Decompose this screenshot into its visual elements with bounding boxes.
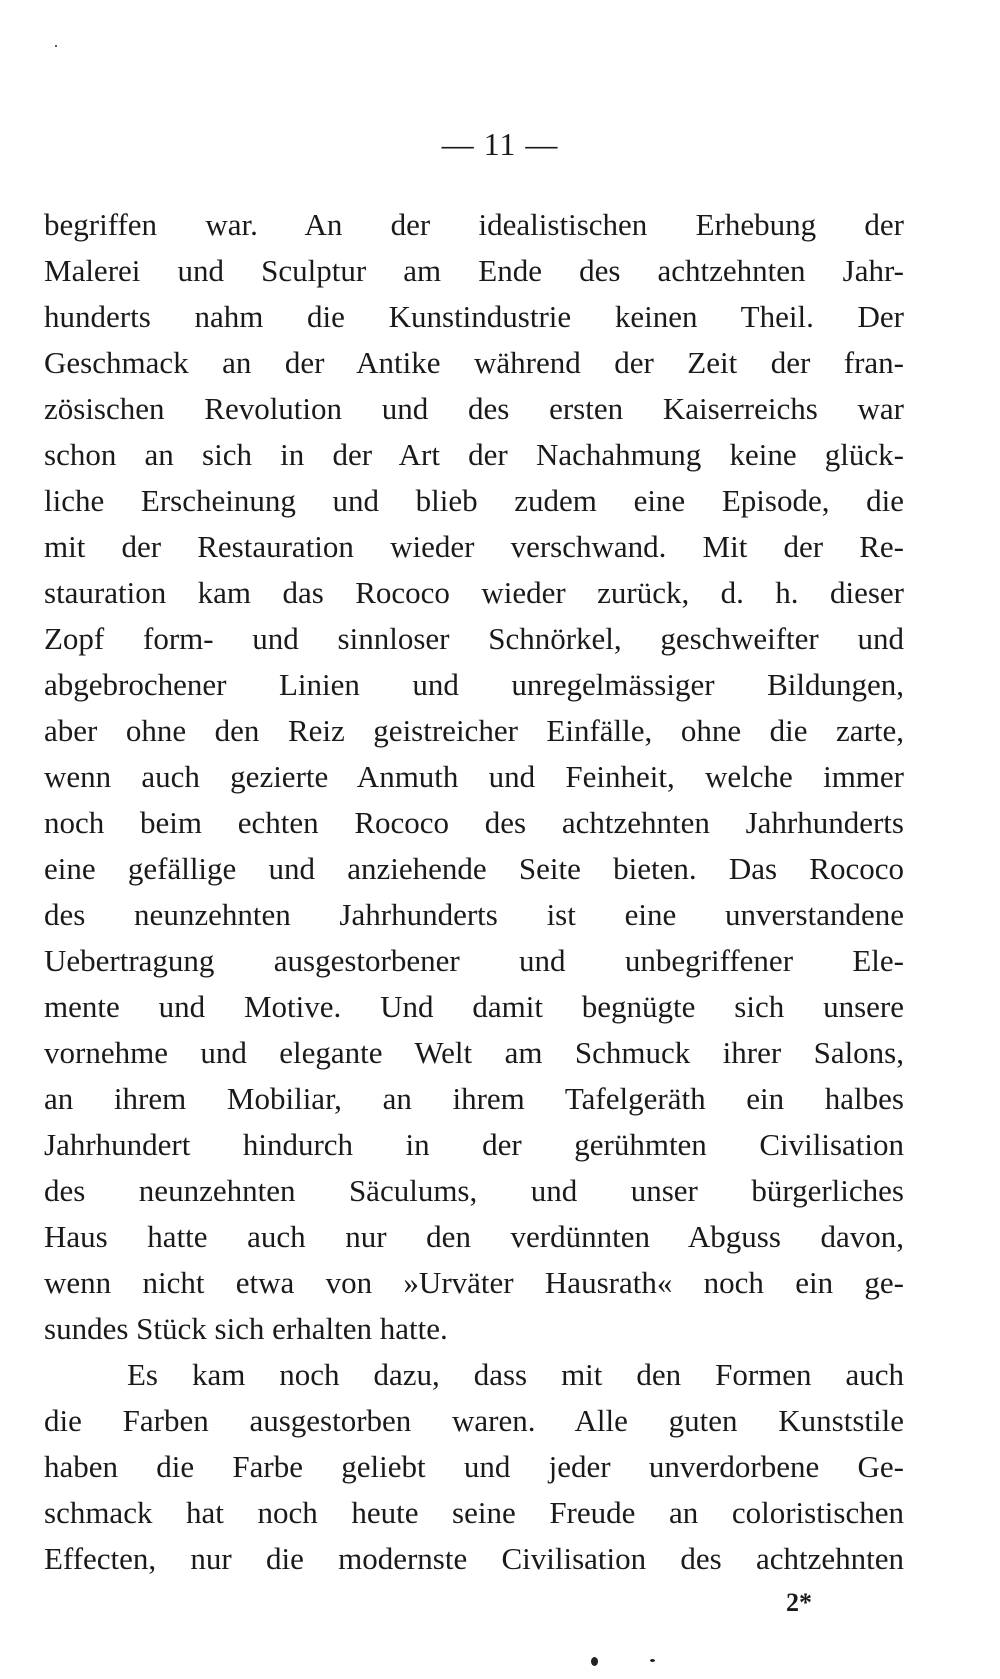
paragraph-1 bbox=[44, 202, 904, 1352]
text-line: wenn auch gezierte Anmuth und Feinheit, welche immer bbox=[44, 759, 904, 794]
text-line: Haus hatte auch nur den verdünnten Abguss davon, bbox=[44, 1219, 904, 1254]
text-line: Uebertragung ausgestorbener und unbegriffener Ele- bbox=[44, 943, 904, 978]
text-line: schon an sich in der Art der Nachahmung keine glück- bbox=[44, 437, 904, 472]
text-line: des neunzehnten Säculums, und unser bürgerliches bbox=[44, 1173, 904, 1208]
text-line: vornehme und elegante Welt am Schmuck ihrer Salons, bbox=[44, 1035, 904, 1070]
paragraph-2 bbox=[44, 1352, 904, 1582]
page-number-header: — 11 — bbox=[441, 126, 559, 162]
text-line: zösischen Revolution und des ersten Kaiserreichs war bbox=[44, 391, 904, 426]
text-line: Effecten, nur die modernste Civilisation des achtzehnten bbox=[44, 1541, 904, 1576]
body-text bbox=[44, 202, 904, 1582]
text-line: Zopf form- und sinnloser Schnörkel, geschweifter und bbox=[44, 621, 904, 656]
text-line: aber ohne den Reiz geistreicher Einfälle, ohne die zarte, bbox=[44, 713, 904, 748]
text-line: Jahrhundert hindurch in der gerühmten Civilisation bbox=[44, 1127, 904, 1162]
text-line: sundes Stück sich erhalten hatte. bbox=[44, 1311, 448, 1346]
text-line: Geschmack an der Antike während der Zeit der fran- bbox=[44, 345, 904, 380]
text-line: abgebrochener Linien und unregelmässiger Bildungen, bbox=[44, 667, 904, 702]
text-line: eine gefällige und anziehende Seite bieten. Das Rococo bbox=[44, 851, 904, 886]
text-line: hunderts nahm die Kunstindustrie keinen Theil. Der bbox=[44, 299, 904, 334]
ink-speck bbox=[55, 45, 57, 47]
text-line: stauration kam das Rococo wieder zurück, d. h. dieser bbox=[44, 575, 904, 610]
ink-speck bbox=[591, 1657, 598, 1666]
signature-mark: 2* bbox=[786, 1588, 812, 1617]
text-line: noch beim echten Rococo des achtzehnten Jahrhunderts bbox=[44, 805, 904, 840]
text-line: die Farben ausgestorben waren. Alle guten Kunststile bbox=[44, 1403, 904, 1438]
text-line: Malerei und Sculptur am Ende des achtzehnten Jahr- bbox=[44, 253, 904, 288]
text-line: begriffen war. An der idealistischen Erhebung der bbox=[44, 207, 904, 242]
text-line: wenn nicht etwa von »Urväter Hausrath« noch ein ge- bbox=[44, 1265, 904, 1300]
text-line: schmack hat noch heute seine Freude an coloristischen bbox=[44, 1495, 904, 1530]
text-line: haben die Farbe geliebt und jeder unverdorbene Ge- bbox=[44, 1449, 904, 1484]
text-line: an ihrem Mobiliar, an ihrem Tafelgeräth ein halbes bbox=[44, 1081, 904, 1116]
text-line: des neunzehnten Jahrhunderts ist eine unverstandene bbox=[44, 897, 904, 932]
ink-speck bbox=[650, 1659, 655, 1662]
text-line: Es kam noch dazu, dass mit den Formen auch bbox=[127, 1357, 904, 1392]
text-line: mit der Restauration wieder verschwand. Mit der Re- bbox=[44, 529, 904, 564]
text-line: liche Erscheinung und blieb zudem eine Episode, die bbox=[44, 483, 904, 518]
text-line: mente und Motive. Und damit begnügte sich unsere bbox=[44, 989, 904, 1024]
